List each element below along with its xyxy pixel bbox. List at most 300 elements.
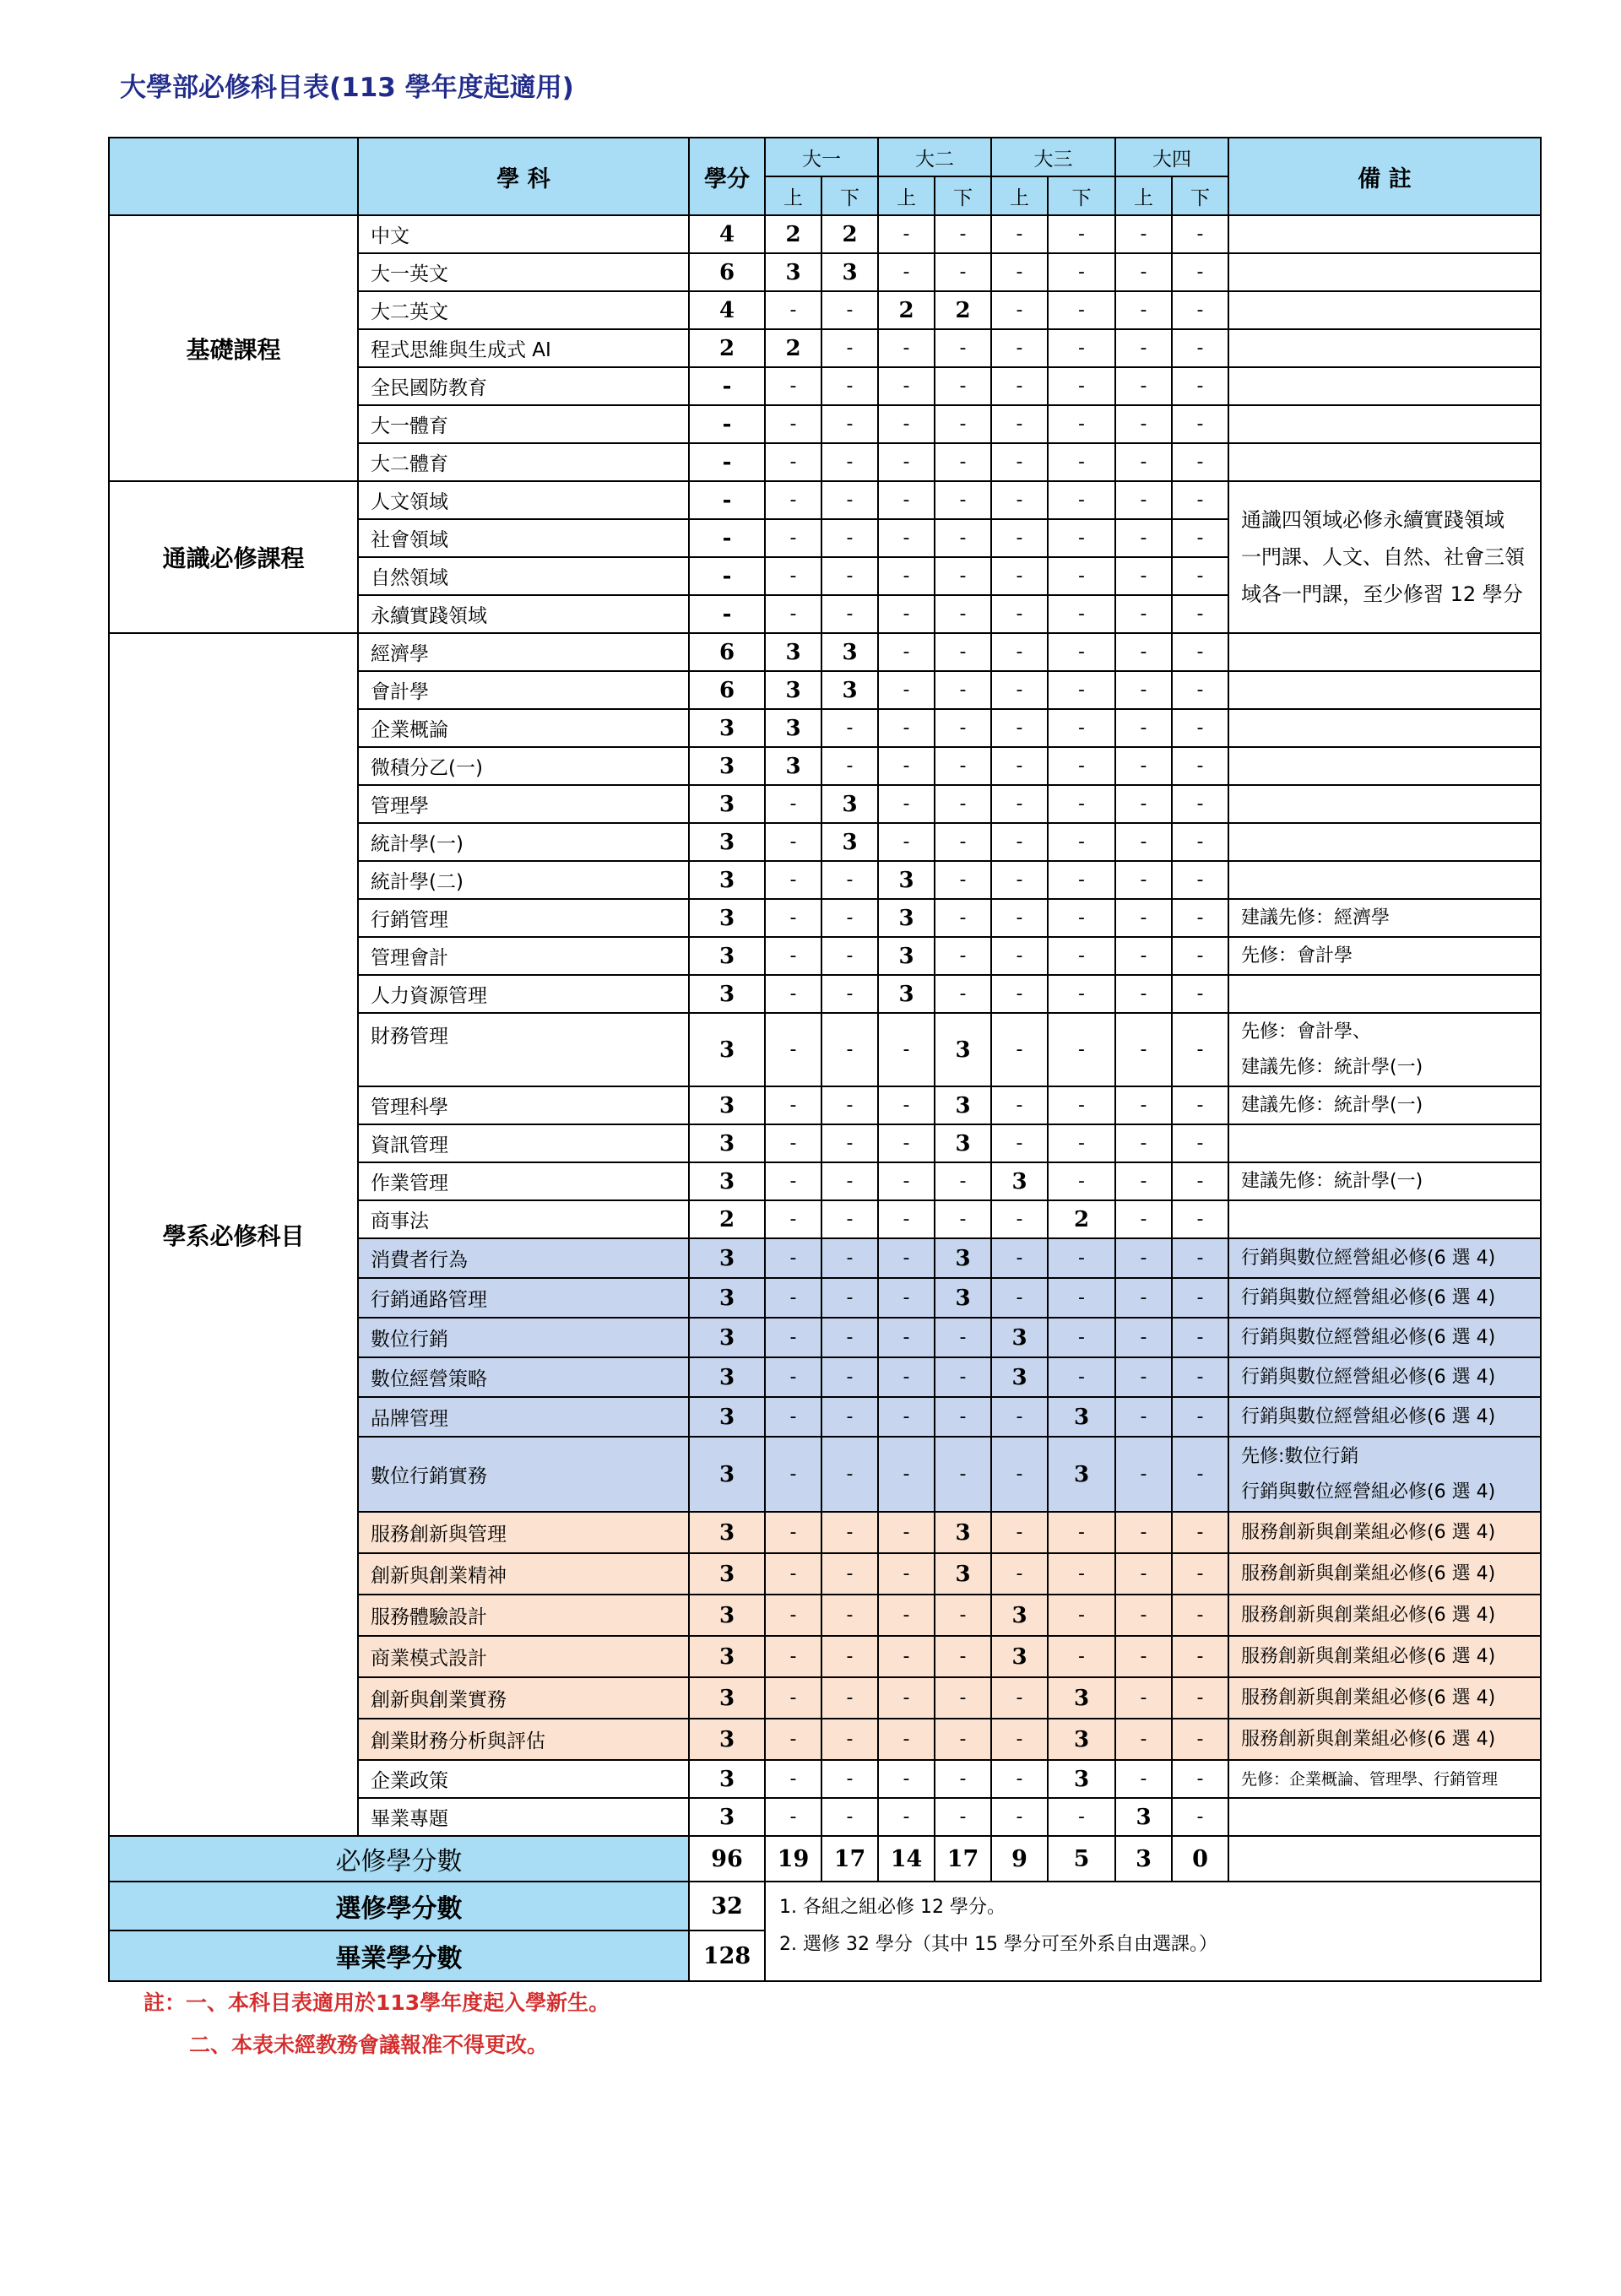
credit-note: 2. 選修 32 學分（其中 15 學分可至外系自由選課。） bbox=[779, 1934, 1217, 1955]
term-credits: - bbox=[1048, 671, 1115, 709]
term-credits: - bbox=[878, 443, 935, 481]
term-credits: - bbox=[878, 671, 935, 709]
term-credits: - bbox=[1115, 405, 1172, 443]
required-credits-label: 必修學分數 bbox=[109, 1836, 689, 1882]
remark bbox=[1228, 747, 1541, 785]
term-credits: - bbox=[1115, 253, 1172, 291]
term-credits: - bbox=[1172, 823, 1228, 861]
header-term-upper: 上 bbox=[991, 176, 1048, 215]
remark-line: 建議先修：統計學(一) bbox=[1241, 1094, 1423, 1116]
term-credits: - bbox=[765, 1760, 821, 1798]
term-credits: - bbox=[1115, 443, 1172, 481]
term-credits: 3 bbox=[935, 1512, 991, 1553]
remark-line: 服務創新與創業組必修(6 選 4) bbox=[1241, 1645, 1496, 1667]
term-credits: - bbox=[878, 1595, 935, 1636]
elective-credits-row bbox=[109, 1882, 1541, 1930]
term-credits: - bbox=[765, 405, 821, 443]
subject-credits: 3 bbox=[689, 1278, 765, 1318]
term-credits: - bbox=[1048, 1595, 1115, 1636]
subject-credits: 3 bbox=[689, 1719, 765, 1760]
term-credits: 3 bbox=[821, 785, 878, 823]
remark bbox=[1228, 291, 1541, 329]
term-credits: 3 bbox=[821, 253, 878, 291]
subject-name: 經濟學 bbox=[358, 633, 689, 671]
subject-name: 社會領域 bbox=[358, 519, 689, 557]
term-credits: - bbox=[878, 405, 935, 443]
term-credits: - bbox=[935, 1200, 991, 1238]
term-credits: - bbox=[1115, 671, 1172, 709]
remark bbox=[1228, 1124, 1541, 1162]
term-credits: - bbox=[991, 1124, 1048, 1162]
subject-credits: 6 bbox=[689, 671, 765, 709]
term-credits: - bbox=[1172, 671, 1228, 709]
subject-credits: - bbox=[689, 367, 765, 405]
term-credits: - bbox=[878, 1636, 935, 1677]
term-credits: - bbox=[821, 481, 878, 519]
term-credits: - bbox=[1048, 937, 1115, 975]
subject-credits: 3 bbox=[689, 1318, 765, 1357]
term-credits: - bbox=[878, 1013, 935, 1086]
subject-credits: 6 bbox=[689, 633, 765, 671]
term-credits: - bbox=[1048, 519, 1115, 557]
term-credits: 3 bbox=[991, 1595, 1048, 1636]
term-credits: - bbox=[1048, 633, 1115, 671]
required-term-total: 5 bbox=[1048, 1836, 1115, 1882]
term-credits: - bbox=[991, 1760, 1048, 1798]
term-credits: - bbox=[878, 747, 935, 785]
subject-credits: 3 bbox=[689, 1636, 765, 1677]
term-credits: - bbox=[821, 1013, 878, 1086]
term-credits: - bbox=[1115, 329, 1172, 367]
footnote: 二、本表未經教務會議報准不得更改。 bbox=[189, 2033, 549, 2057]
term-credits: - bbox=[821, 1238, 878, 1278]
term-credits: - bbox=[765, 1553, 821, 1595]
term-credits: - bbox=[878, 1760, 935, 1798]
term-credits: - bbox=[1048, 1278, 1115, 1318]
term-credits: - bbox=[991, 519, 1048, 557]
subject-name: 會計學 bbox=[358, 671, 689, 709]
term-credits: - bbox=[878, 557, 935, 595]
term-credits: - bbox=[765, 1512, 821, 1553]
term-credits: - bbox=[1172, 215, 1228, 253]
term-credits: - bbox=[765, 367, 821, 405]
term-credits: - bbox=[1172, 1636, 1228, 1677]
header-term-upper: 上 bbox=[765, 176, 821, 215]
term-credits: 3 bbox=[935, 1553, 991, 1595]
remark-line: 服務創新與創業組必修(6 選 4) bbox=[1241, 1562, 1496, 1584]
term-credits: - bbox=[935, 1437, 991, 1512]
term-credits: - bbox=[765, 823, 821, 861]
term-credits: - bbox=[991, 937, 1048, 975]
category-general: 通識必修課程 bbox=[109, 481, 358, 633]
subject-credits: 3 bbox=[689, 937, 765, 975]
header-blank-cell bbox=[109, 138, 358, 215]
term-credits: - bbox=[1115, 937, 1172, 975]
subject-name: 微積分乙(一) bbox=[358, 747, 689, 785]
remark-line: 服務創新與創業組必修(6 選 4) bbox=[1241, 1687, 1496, 1708]
term-credits: - bbox=[935, 405, 991, 443]
term-credits: - bbox=[765, 1278, 821, 1318]
remark bbox=[1228, 1397, 1541, 1437]
remark-line: 先修：會計學 bbox=[1241, 945, 1353, 967]
term-credits: - bbox=[935, 481, 991, 519]
term-credits: - bbox=[1115, 1357, 1172, 1397]
header-term-lower: 下 bbox=[1048, 176, 1115, 215]
term-credits: - bbox=[991, 1200, 1048, 1238]
term-credits: - bbox=[991, 481, 1048, 519]
term-credits: - bbox=[821, 1512, 878, 1553]
remark-line: 行銷與數位經營組必修(6 選 4) bbox=[1241, 1326, 1496, 1348]
term-credits: 3 bbox=[878, 937, 935, 975]
term-credits: - bbox=[935, 1636, 991, 1677]
term-credits: - bbox=[765, 1238, 821, 1278]
term-credits: 2 bbox=[821, 215, 878, 253]
remark bbox=[1228, 367, 1541, 405]
term-credits: - bbox=[1115, 519, 1172, 557]
header-term-upper: 上 bbox=[1115, 176, 1172, 215]
subject-name: 全民國防教育 bbox=[358, 367, 689, 405]
term-credits: - bbox=[1115, 1013, 1172, 1086]
term-credits: - bbox=[1048, 1238, 1115, 1278]
term-credits: - bbox=[935, 1318, 991, 1357]
subject-name: 大二英文 bbox=[358, 291, 689, 329]
term-credits: - bbox=[1172, 747, 1228, 785]
subject-credits: 3 bbox=[689, 1553, 765, 1595]
term-credits: - bbox=[765, 1086, 821, 1124]
term-credits: - bbox=[1048, 253, 1115, 291]
term-credits: - bbox=[821, 1437, 878, 1512]
subject-name: 統計學(一) bbox=[358, 823, 689, 861]
term-credits: - bbox=[878, 1162, 935, 1200]
remark-line: 建議先修：統計學(一) bbox=[1241, 1056, 1423, 1078]
term-credits: - bbox=[765, 937, 821, 975]
subject-credits: 6 bbox=[689, 253, 765, 291]
remark bbox=[1228, 253, 1541, 291]
term-credits: - bbox=[765, 1124, 821, 1162]
term-credits: - bbox=[878, 215, 935, 253]
term-credits: - bbox=[765, 1318, 821, 1357]
term-credits: - bbox=[765, 1636, 821, 1677]
term-credits: - bbox=[878, 1677, 935, 1719]
course-row bbox=[109, 481, 1541, 519]
remark-line: 行銷與數位經營組必修(6 選 4) bbox=[1241, 1286, 1496, 1308]
remark-line: 行銷與數位經營組必修(6 選 4) bbox=[1241, 1481, 1496, 1503]
term-credits: 3 bbox=[1048, 1760, 1115, 1798]
term-credits: - bbox=[765, 481, 821, 519]
term-credits: - bbox=[878, 519, 935, 557]
remark-line: 行銷與數位經營組必修(6 選 4) bbox=[1241, 1366, 1496, 1388]
remark bbox=[1228, 443, 1541, 481]
term-credits: - bbox=[821, 1124, 878, 1162]
term-credits: - bbox=[821, 1798, 878, 1836]
term-credits: - bbox=[821, 405, 878, 443]
term-credits: - bbox=[935, 1397, 991, 1437]
term-credits: - bbox=[991, 1013, 1048, 1086]
term-credits: - bbox=[1172, 709, 1228, 747]
graduation-credits-total: 128 bbox=[689, 1930, 765, 1981]
term-credits: - bbox=[1172, 1318, 1228, 1357]
term-credits: - bbox=[821, 975, 878, 1013]
footnote: 註：一、本科目表適用於113學年度起入學新生。 bbox=[144, 1990, 610, 2015]
subject-name: 服務創新與管理 bbox=[358, 1512, 689, 1553]
subject-credits: 3 bbox=[689, 1357, 765, 1397]
required-term-total: 3 bbox=[1115, 1836, 1172, 1882]
required-credits-remark bbox=[1228, 1836, 1541, 1882]
general-education-note bbox=[1228, 481, 1541, 633]
term-credits: - bbox=[821, 709, 878, 747]
term-credits: - bbox=[991, 785, 1048, 823]
term-credits: - bbox=[935, 1760, 991, 1798]
remark-line: 行銷與數位經營組必修(6 選 4) bbox=[1241, 1405, 1496, 1427]
subject-credits: 3 bbox=[689, 899, 765, 937]
term-credits: - bbox=[1172, 899, 1228, 937]
term-credits: - bbox=[991, 1512, 1048, 1553]
term-credits: - bbox=[878, 1553, 935, 1595]
term-credits: - bbox=[765, 1719, 821, 1760]
term-credits: - bbox=[878, 253, 935, 291]
term-credits: - bbox=[821, 899, 878, 937]
subject-name: 服務體驗設計 bbox=[358, 1595, 689, 1636]
remark bbox=[1228, 1162, 1541, 1200]
term-credits: - bbox=[1172, 1595, 1228, 1636]
term-credits: - bbox=[765, 899, 821, 937]
term-credits: - bbox=[1115, 823, 1172, 861]
term-credits: 3 bbox=[935, 1013, 991, 1086]
header-year-4: 大四 bbox=[1115, 138, 1228, 176]
term-credits: 2 bbox=[765, 215, 821, 253]
remark bbox=[1228, 215, 1541, 253]
term-credits: - bbox=[878, 1397, 935, 1437]
required-term-total: 9 bbox=[991, 1836, 1048, 1882]
term-credits: - bbox=[991, 1086, 1048, 1124]
term-credits: - bbox=[1115, 291, 1172, 329]
subject-name: 商業模式設計 bbox=[358, 1636, 689, 1677]
term-credits: - bbox=[991, 823, 1048, 861]
term-credits: - bbox=[821, 1677, 878, 1719]
term-credits: - bbox=[935, 633, 991, 671]
term-credits: - bbox=[935, 861, 991, 899]
term-credits: 3 bbox=[1048, 1397, 1115, 1437]
term-credits: - bbox=[765, 1437, 821, 1512]
term-credits: - bbox=[878, 1719, 935, 1760]
term-credits: 2 bbox=[1048, 1200, 1115, 1238]
term-credits: - bbox=[1115, 1318, 1172, 1357]
remark bbox=[1228, 405, 1541, 443]
term-credits: - bbox=[878, 709, 935, 747]
term-credits: - bbox=[1115, 557, 1172, 595]
term-credits: - bbox=[1115, 481, 1172, 519]
remark bbox=[1228, 785, 1541, 823]
term-credits: 3 bbox=[991, 1162, 1048, 1200]
footnotes bbox=[144, 1982, 610, 2066]
term-credits: - bbox=[1172, 1397, 1228, 1437]
term-credits: - bbox=[935, 823, 991, 861]
term-credits: - bbox=[1115, 1238, 1172, 1278]
subject-name: 企業政策 bbox=[358, 1760, 689, 1798]
remark bbox=[1228, 1086, 1541, 1124]
subject-name: 資訊管理 bbox=[358, 1124, 689, 1162]
term-credits: - bbox=[1115, 899, 1172, 937]
subject-name: 數位行銷實務 bbox=[358, 1437, 689, 1512]
term-credits: - bbox=[1048, 405, 1115, 443]
header-term-lower: 下 bbox=[935, 176, 991, 215]
term-credits: - bbox=[765, 975, 821, 1013]
subject-credits: 2 bbox=[689, 1200, 765, 1238]
term-credits: - bbox=[1115, 861, 1172, 899]
term-credits: - bbox=[821, 1278, 878, 1318]
term-credits: - bbox=[991, 557, 1048, 595]
subject-credits: 3 bbox=[689, 1437, 765, 1512]
term-credits: - bbox=[1048, 595, 1115, 633]
term-credits: - bbox=[1115, 1760, 1172, 1798]
term-credits: - bbox=[1115, 975, 1172, 1013]
subject-credits: 3 bbox=[689, 1162, 765, 1200]
term-credits: - bbox=[935, 975, 991, 1013]
header-year-2: 大二 bbox=[878, 138, 991, 176]
term-credits: - bbox=[935, 595, 991, 633]
subject-credits: - bbox=[689, 443, 765, 481]
subject-credits: 2 bbox=[689, 329, 765, 367]
term-credits: - bbox=[765, 1677, 821, 1719]
course-table bbox=[108, 137, 1542, 1982]
term-credits: - bbox=[1115, 1397, 1172, 1437]
term-credits: - bbox=[1115, 785, 1172, 823]
remark-line: 先修:數位行銷 bbox=[1241, 1445, 1359, 1467]
term-credits: - bbox=[821, 937, 878, 975]
term-credits: 2 bbox=[935, 291, 991, 329]
term-credits: - bbox=[1048, 291, 1115, 329]
term-credits: - bbox=[1172, 937, 1228, 975]
term-credits: 2 bbox=[765, 329, 821, 367]
term-credits: - bbox=[935, 329, 991, 367]
subject-credits: 3 bbox=[689, 1760, 765, 1798]
term-credits: 3 bbox=[765, 709, 821, 747]
term-credits: - bbox=[821, 1318, 878, 1357]
term-credits: - bbox=[1172, 253, 1228, 291]
term-credits: - bbox=[1172, 1512, 1228, 1553]
term-credits: - bbox=[765, 519, 821, 557]
term-credits: - bbox=[1115, 1636, 1172, 1677]
term-credits: - bbox=[991, 253, 1048, 291]
term-credits: 3 bbox=[1048, 1677, 1115, 1719]
term-credits: - bbox=[878, 595, 935, 633]
term-credits: - bbox=[1048, 481, 1115, 519]
term-credits: - bbox=[765, 1200, 821, 1238]
header-subject: 學 科 bbox=[358, 138, 689, 215]
remark-line: 服務創新與創業組必修(6 選 4) bbox=[1241, 1728, 1496, 1750]
term-credits: - bbox=[1048, 367, 1115, 405]
term-credits: - bbox=[991, 1397, 1048, 1437]
term-credits: 3 bbox=[821, 633, 878, 671]
remark bbox=[1228, 1437, 1541, 1512]
subject-name: 人力資源管理 bbox=[358, 975, 689, 1013]
term-credits: - bbox=[878, 1200, 935, 1238]
header-term-lower: 下 bbox=[821, 176, 878, 215]
subject-name: 管理會計 bbox=[358, 937, 689, 975]
term-credits: - bbox=[1048, 1636, 1115, 1677]
term-credits: - bbox=[1172, 1677, 1228, 1719]
term-credits: 3 bbox=[991, 1357, 1048, 1397]
header-year-1: 大一 bbox=[765, 138, 878, 176]
term-credits: - bbox=[821, 595, 878, 633]
header-term-upper: 上 bbox=[878, 176, 935, 215]
term-credits: - bbox=[991, 1677, 1048, 1719]
term-credits: - bbox=[1172, 1719, 1228, 1760]
remark-line: 建議先修：經濟學 bbox=[1241, 907, 1391, 929]
term-credits: - bbox=[821, 1760, 878, 1798]
term-credits: - bbox=[1115, 1200, 1172, 1238]
remark-line: 行銷與數位經營組必修(6 選 4) bbox=[1241, 1247, 1496, 1269]
term-credits: - bbox=[1172, 1124, 1228, 1162]
course-row bbox=[109, 633, 1541, 671]
term-credits: - bbox=[935, 937, 991, 975]
general-education-note-line: 通識四領域必修永續實踐領域 bbox=[1241, 508, 1504, 532]
term-credits: 3 bbox=[935, 1238, 991, 1278]
term-credits: - bbox=[1048, 443, 1115, 481]
term-credits: 3 bbox=[1048, 1719, 1115, 1760]
remark-line: 建議先修：統計學(一) bbox=[1241, 1170, 1423, 1192]
term-credits: 3 bbox=[821, 671, 878, 709]
term-credits: - bbox=[935, 1798, 991, 1836]
remark bbox=[1228, 633, 1541, 671]
subject-credits: 3 bbox=[689, 861, 765, 899]
term-credits: - bbox=[935, 557, 991, 595]
term-credits: 3 bbox=[878, 899, 935, 937]
page-title: 大學部必修科目表(113 學年度起適用) bbox=[120, 73, 574, 103]
subject-credits: 3 bbox=[689, 1677, 765, 1719]
term-credits: - bbox=[821, 1357, 878, 1397]
term-credits: - bbox=[1048, 861, 1115, 899]
term-credits: - bbox=[991, 291, 1048, 329]
term-credits: - bbox=[1048, 329, 1115, 367]
remark bbox=[1228, 1278, 1541, 1318]
term-credits: - bbox=[1172, 1238, 1228, 1278]
remark bbox=[1228, 709, 1541, 747]
term-credits: - bbox=[1172, 1086, 1228, 1124]
term-credits: 3 bbox=[935, 1278, 991, 1318]
term-credits: - bbox=[991, 861, 1048, 899]
term-credits: - bbox=[765, 1397, 821, 1437]
term-credits: - bbox=[935, 671, 991, 709]
term-credits: - bbox=[878, 1798, 935, 1836]
term-credits: - bbox=[765, 861, 821, 899]
term-credits: - bbox=[1115, 709, 1172, 747]
term-credits: - bbox=[1048, 747, 1115, 785]
term-credits: - bbox=[821, 1595, 878, 1636]
term-credits: 3 bbox=[935, 1086, 991, 1124]
term-credits: - bbox=[991, 747, 1048, 785]
subject-name: 創新與創業實務 bbox=[358, 1677, 689, 1719]
term-credits: - bbox=[878, 1238, 935, 1278]
remark bbox=[1228, 937, 1541, 975]
remark bbox=[1228, 861, 1541, 899]
subject-name: 自然領域 bbox=[358, 557, 689, 595]
term-credits: - bbox=[1048, 1162, 1115, 1200]
term-credits: - bbox=[1048, 215, 1115, 253]
term-credits: - bbox=[1115, 1162, 1172, 1200]
subject-name: 行銷通路管理 bbox=[358, 1278, 689, 1318]
term-credits: - bbox=[878, 823, 935, 861]
term-credits: - bbox=[1115, 633, 1172, 671]
term-credits: - bbox=[991, 709, 1048, 747]
term-credits: - bbox=[1048, 823, 1115, 861]
term-credits: - bbox=[1115, 1278, 1172, 1318]
term-credits: - bbox=[1115, 1553, 1172, 1595]
remark bbox=[1228, 1595, 1541, 1636]
term-credits: - bbox=[991, 367, 1048, 405]
term-credits: 3 bbox=[765, 747, 821, 785]
remark bbox=[1228, 1512, 1541, 1553]
